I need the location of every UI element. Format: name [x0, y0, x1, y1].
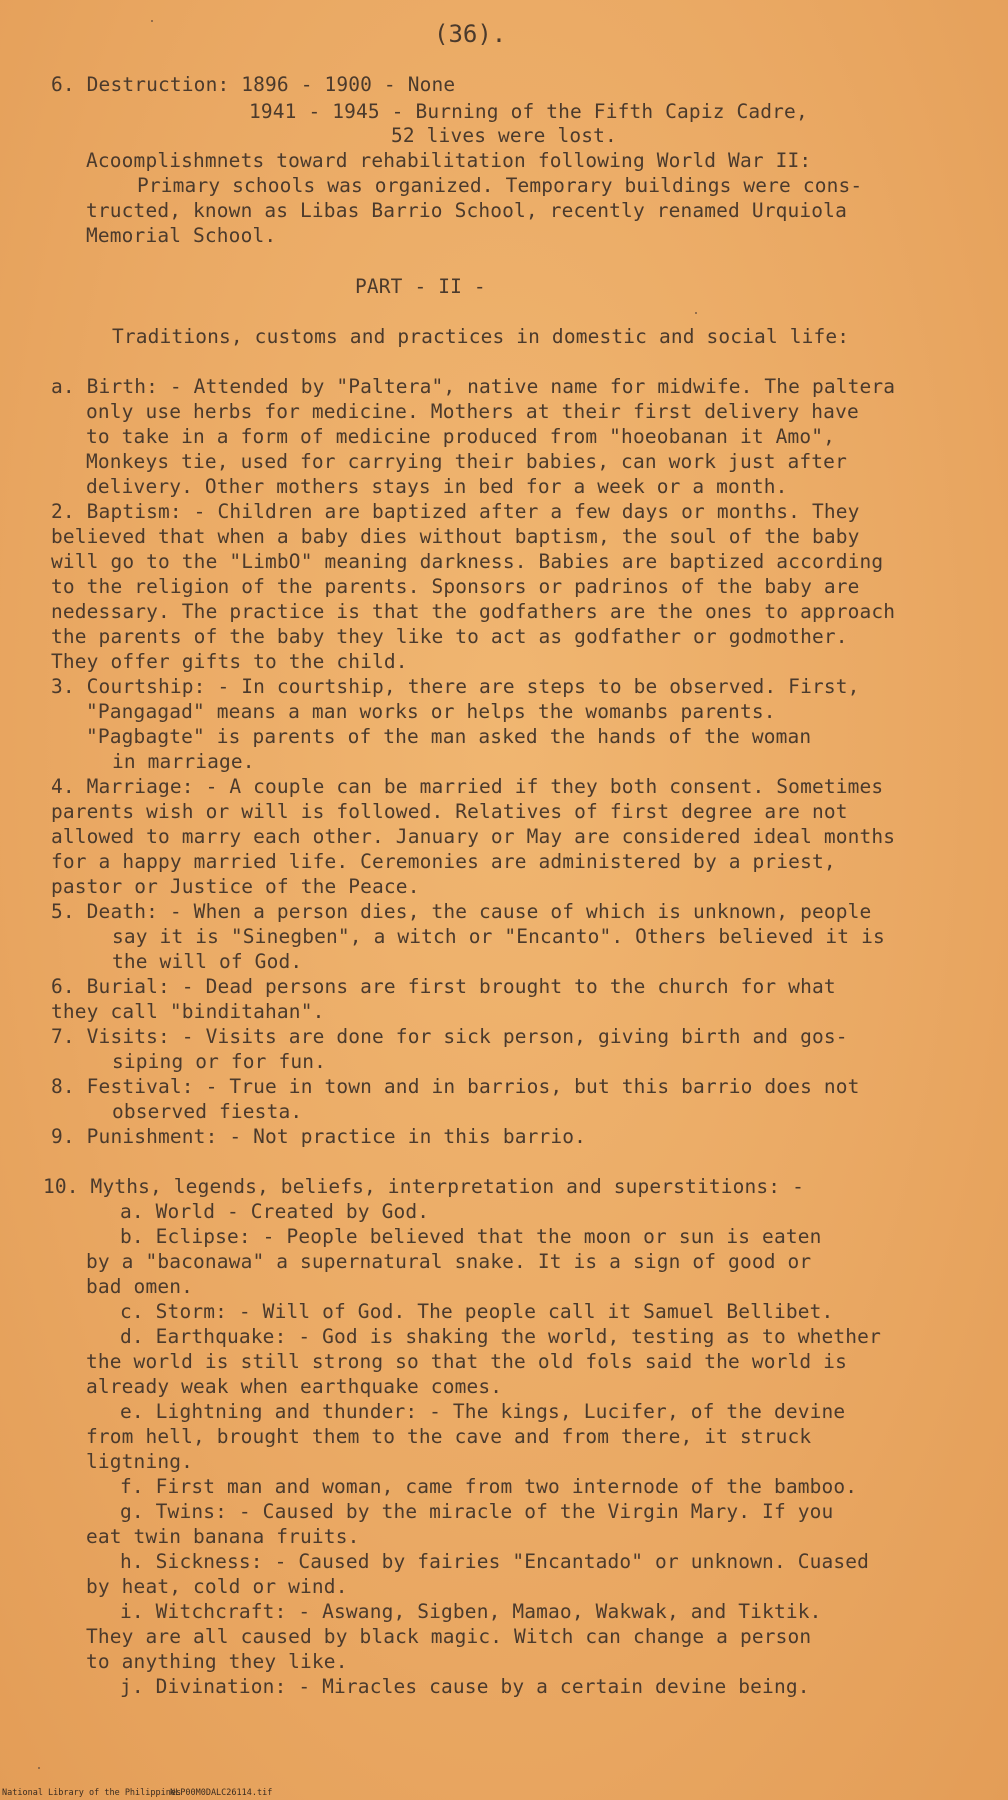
section-subheading: Traditions, customs and practices in domestic and social life:: [112, 325, 850, 348]
text-line: by a "baconawa" a supernatural snake. It is a sign of good or: [86, 1250, 812, 1273]
text-line: They are all caused by black magic. Witch can change a person: [86, 1625, 812, 1648]
text-line: Monkeys tie, used for carrying their babies, can work just after: [86, 450, 847, 473]
text-line: Primary schools was organized. Temporary buildings were cons-: [137, 174, 863, 197]
text-line: to anything they like.: [86, 1650, 348, 1673]
text-line: 8. Festival: - True in town and in barrios, but this barrio does not: [51, 1075, 860, 1098]
section-heading: PART - II -: [355, 275, 486, 298]
text-line: they call "binditahan".: [51, 1000, 325, 1023]
footer-library: National Library of the Philippines: [2, 1788, 182, 1798]
text-line: g. Twins: - Caused by the miracle of the Virgin Mary. If you: [120, 1500, 834, 1523]
text-line: "Pangagad" means a man works or helps the womanbs parents.: [86, 700, 776, 723]
text-line: a. Birth: - Attended by "Paltera", native name for midwife. The paltera: [51, 375, 896, 398]
text-line: 10. Myths, legends, beliefs, interpretation and superstitions: -: [43, 1175, 804, 1198]
text-line: siping or for fun.: [112, 1050, 327, 1073]
text-line: Memorial School.: [86, 224, 277, 247]
text-line: h. Sickness: - Caused by fairies "Encantado" or unknown. Cuased: [120, 1550, 870, 1573]
speck: [38, 1767, 40, 1769]
text-line: 9. Punishment: - Not practice in this barrio.: [51, 1125, 587, 1148]
text-line: Acoomplishmnets toward rehabilitation following World War II:: [86, 149, 812, 172]
text-line: nedessary. The practice is that the godfathers are the ones to approach: [51, 600, 896, 623]
text-line: say it is "Sinegben", a witch or "Encanto". Others believed it is: [112, 925, 885, 948]
text-line: "Pagbagte" is parents of the man asked the hands of the woman: [86, 725, 812, 748]
text-line: 6. Destruction: 1896 - 1900 - None: [51, 73, 456, 96]
text-line: pastor or Justice of the Peace.: [51, 875, 420, 898]
text-line: delivery. Other mothers stays in bed for a week or a month.: [86, 475, 788, 498]
text-line: They offer gifts to the child.: [51, 650, 408, 673]
text-line: 2. Baptism: - Children are baptized after a few days or months. They: [51, 500, 860, 523]
speck: [151, 20, 153, 22]
text-line: d. Earthquake: - God is shaking the world, testing as to whether: [120, 1325, 881, 1348]
text-line: parents wish or will is followed. Relatives of first degree are not: [51, 800, 848, 823]
text-line: 7. Visits: - Visits are done for sick person, giving birth and gos-: [51, 1025, 848, 1048]
text-line: believed that when a baby dies without baptism, the soul of the baby: [51, 525, 860, 548]
text-line: 52 lives were lost.: [391, 124, 617, 147]
text-line: 3. Courtship: - In courtship, there are steps to be observed. First,: [51, 675, 860, 698]
text-line: by heat, cold or wind.: [86, 1575, 348, 1598]
text-line: 4. Marriage: - A couple can be married if they both consent. Sometimes: [51, 775, 884, 798]
text-line: 1941 - 1945 - Burning of the Fifth Capiz Cadre,: [249, 100, 808, 123]
text-line: 5. Death: - When a person dies, the cause of which is unknown, people: [51, 900, 872, 923]
text-line: to take in a form of medicine produced from "hoeobanan it Amo",: [86, 425, 836, 448]
text-line: 6. Burial: - Dead persons are first brought to the church for what: [51, 975, 836, 998]
text-line: from hell, brought them to the cave and from there, it struck: [86, 1425, 812, 1448]
text-line: already weak when earthquake comes.: [86, 1375, 503, 1398]
text-line: tructed, known as Libas Barrio School, recently renamed Urquiola: [86, 199, 847, 222]
text-line: in marriage.: [112, 750, 255, 773]
speck: [695, 312, 697, 314]
text-line: ligtning.: [86, 1450, 194, 1473]
page-number: (36).: [434, 20, 507, 48]
text-line: will go to the "LimbO" meaning darkness. Babies are baptized according: [51, 550, 884, 573]
text-line: for a happy married life. Ceremonies are administered by a priest,: [51, 850, 836, 873]
text-line: to the religion of the parents. Sponsors or padrinos of the baby are: [51, 575, 860, 598]
text-line: e. Lightning and thunder: - The kings, Lucifer, of the devine: [120, 1400, 846, 1423]
text-line: c. Storm: - Will of God. The people call it Samuel Bellibet.: [120, 1300, 834, 1323]
text-line: the world is still strong so that the old fols said the world is: [86, 1350, 847, 1373]
text-line: i. Witchcraft: - Aswang, Sigben, Mamao, Wakwak, and Tiktik.: [120, 1600, 822, 1623]
text-line: eat twin banana fruits.: [86, 1525, 360, 1548]
text-line: observed fiesta.: [112, 1100, 303, 1123]
text-line: b. Eclipse: - People believed that the moon or sun is eaten: [120, 1225, 822, 1248]
text-line: a. World - Created by God.: [120, 1200, 430, 1223]
text-line: f. First man and woman, came from two internode of the bamboo.: [120, 1475, 858, 1498]
footer-filename: NLP00M0DALC26114.tif: [170, 1788, 273, 1798]
text-line: bad omen.: [86, 1275, 194, 1298]
text-line: only use herbs for medicine. Mothers at their first delivery have: [86, 400, 859, 423]
text-line: the will of God.: [112, 950, 303, 973]
text-line: the parents of the baby they like to act as godfather or godmother.: [51, 625, 848, 648]
text-line: j. Divination: - Miracles cause by a certain devine being.: [120, 1675, 810, 1698]
text-line: allowed to marry each other. January or May are considered ideal months: [51, 825, 896, 848]
